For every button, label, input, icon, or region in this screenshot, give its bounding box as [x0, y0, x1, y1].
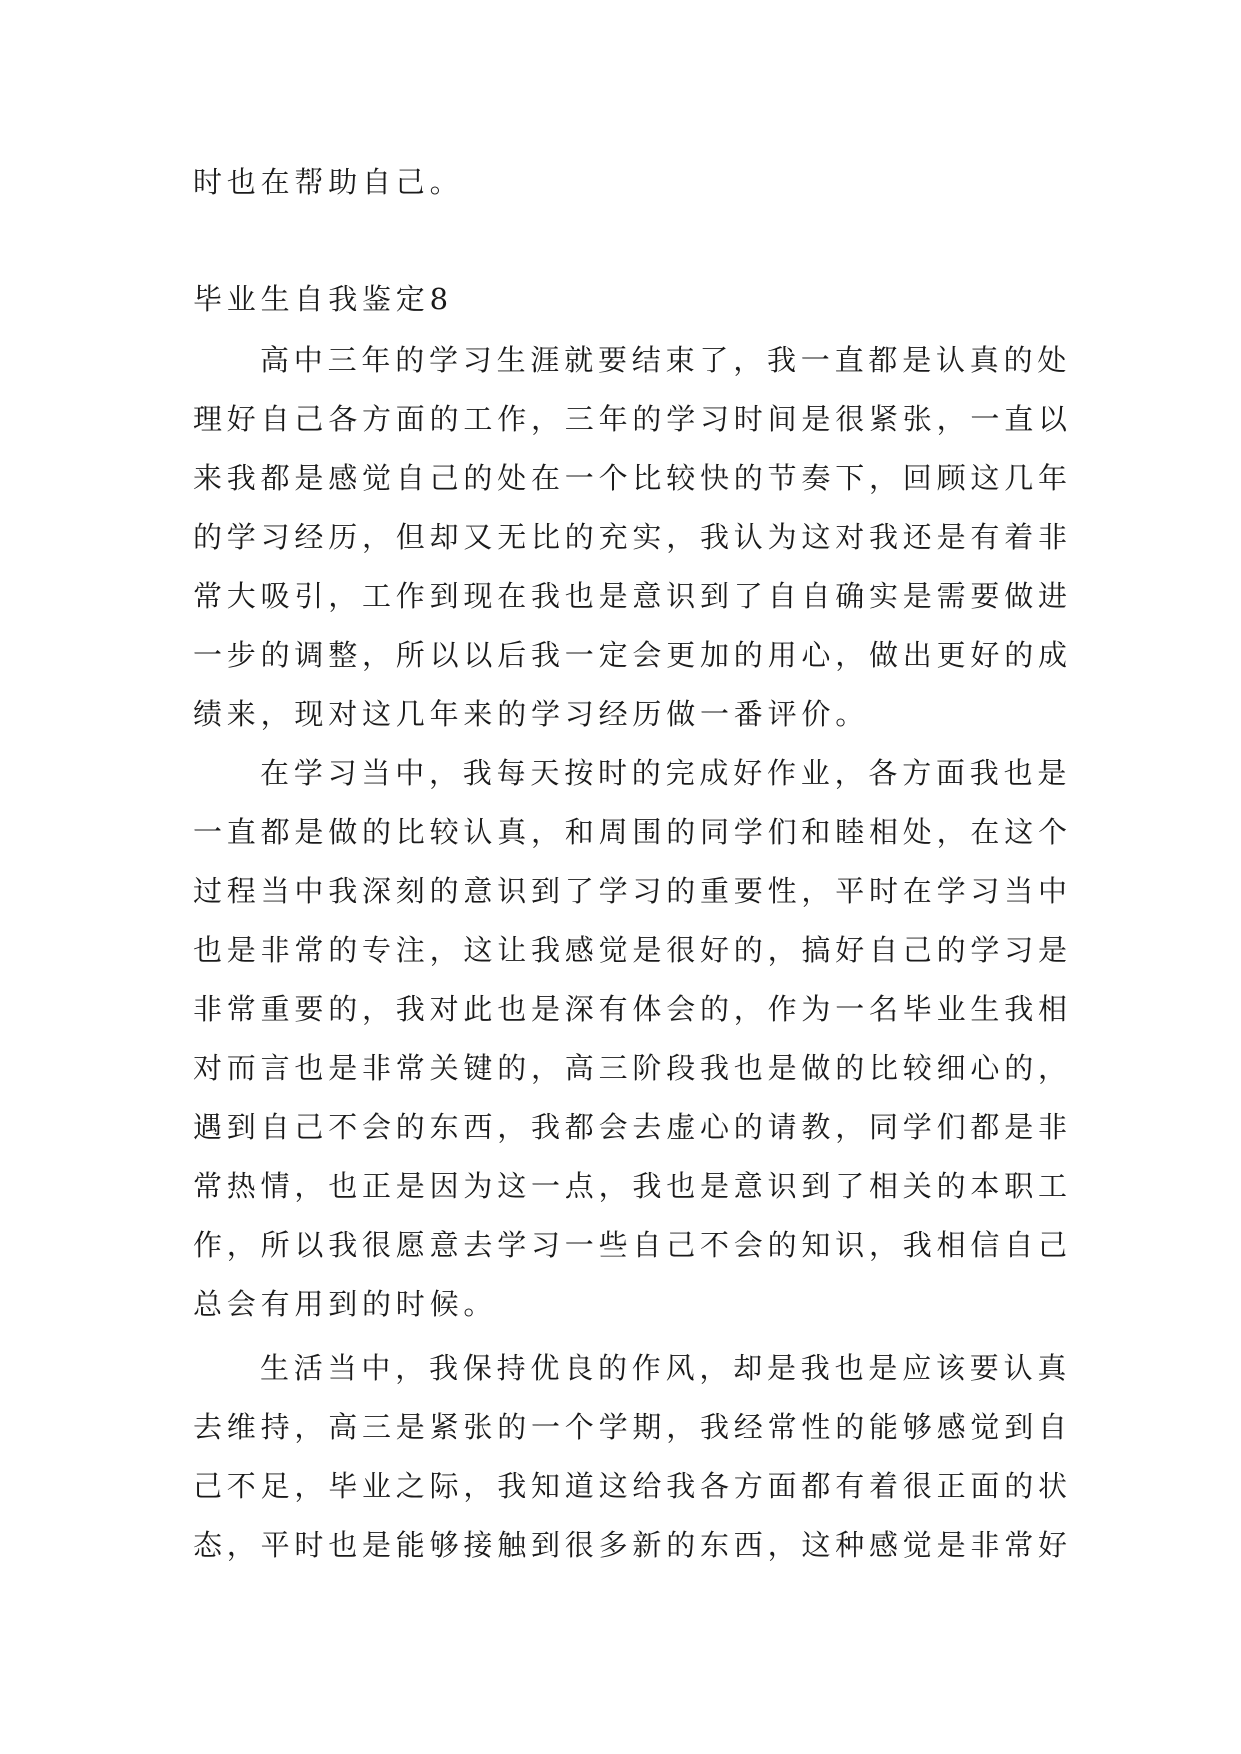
text-line: 常大吸引，工作到现在我也是意识到了自自确实是需要做进 — [193, 578, 1072, 613]
text-line: 高中三年的学习生涯就要结束了，我一直都是认真的处 — [260, 342, 1072, 377]
text-line: 来我都是感觉自己的处在一个比较快的节奏下，回顾这几年 — [193, 460, 1072, 495]
text-line: 理好自己各方面的工作，三年的学习时间是很紧张，一直以 — [193, 401, 1072, 436]
text-line: 一直都是做的比较认真，和周围的同学们和睦相处，在这个 — [193, 814, 1072, 849]
text-line: 一步的调整，所以以后我一定会更加的用心，做出更好的成 — [193, 637, 1072, 672]
text-line: 过程当中我深刻的意识到了学习的重要性，平时在学习当中 — [193, 873, 1072, 908]
text-line: 非常重要的，我对此也是深有体会的，作为一名毕业生我相 — [193, 991, 1072, 1026]
text-line: 己不足，毕业之际，我知道这给我各方面都有着很正面的状 — [193, 1468, 1072, 1503]
text-line: 遇到自己不会的东西，我都会去虚心的请教，同学们都是非 — [193, 1109, 1072, 1144]
text-line: 时也在帮助自己。 — [193, 164, 464, 199]
section-heading: 毕业生自我鉴定8 — [193, 281, 453, 316]
text-line: 也是非常的专注，这让我感觉是很好的，搞好自己的学习是 — [193, 932, 1072, 967]
text-line: 态，平时也是能够接触到很多新的东西，这种感觉是非常好 — [193, 1527, 1072, 1562]
text-line: 生活当中，我保持优良的作风，却是我也是应该要认真 — [260, 1350, 1072, 1385]
text-line: 常热情，也正是因为这一点，我也是意识到了相关的本职工 — [193, 1168, 1072, 1203]
text-line: 去维持，高三是紧张的一个学期，我经常性的能够感觉到自 — [193, 1409, 1072, 1444]
text-line: 在学习当中，我每天按时的完成好作业，各方面我也是 — [260, 755, 1072, 790]
text-line: 作，所以我很愿意去学习一些自己不会的知识，我相信自己 — [193, 1227, 1072, 1262]
text-line: 总会有用到的时候。 — [193, 1286, 498, 1321]
text-line: 绩来，现对这几年来的学习经历做一番评价。 — [193, 696, 870, 731]
text-line: 的学习经历，但却又无比的充实，我认为这对我还是有着非 — [193, 519, 1072, 554]
text-line: 对而言也是非常关键的，高三阶段我也是做的比较细心的， — [193, 1050, 1072, 1085]
